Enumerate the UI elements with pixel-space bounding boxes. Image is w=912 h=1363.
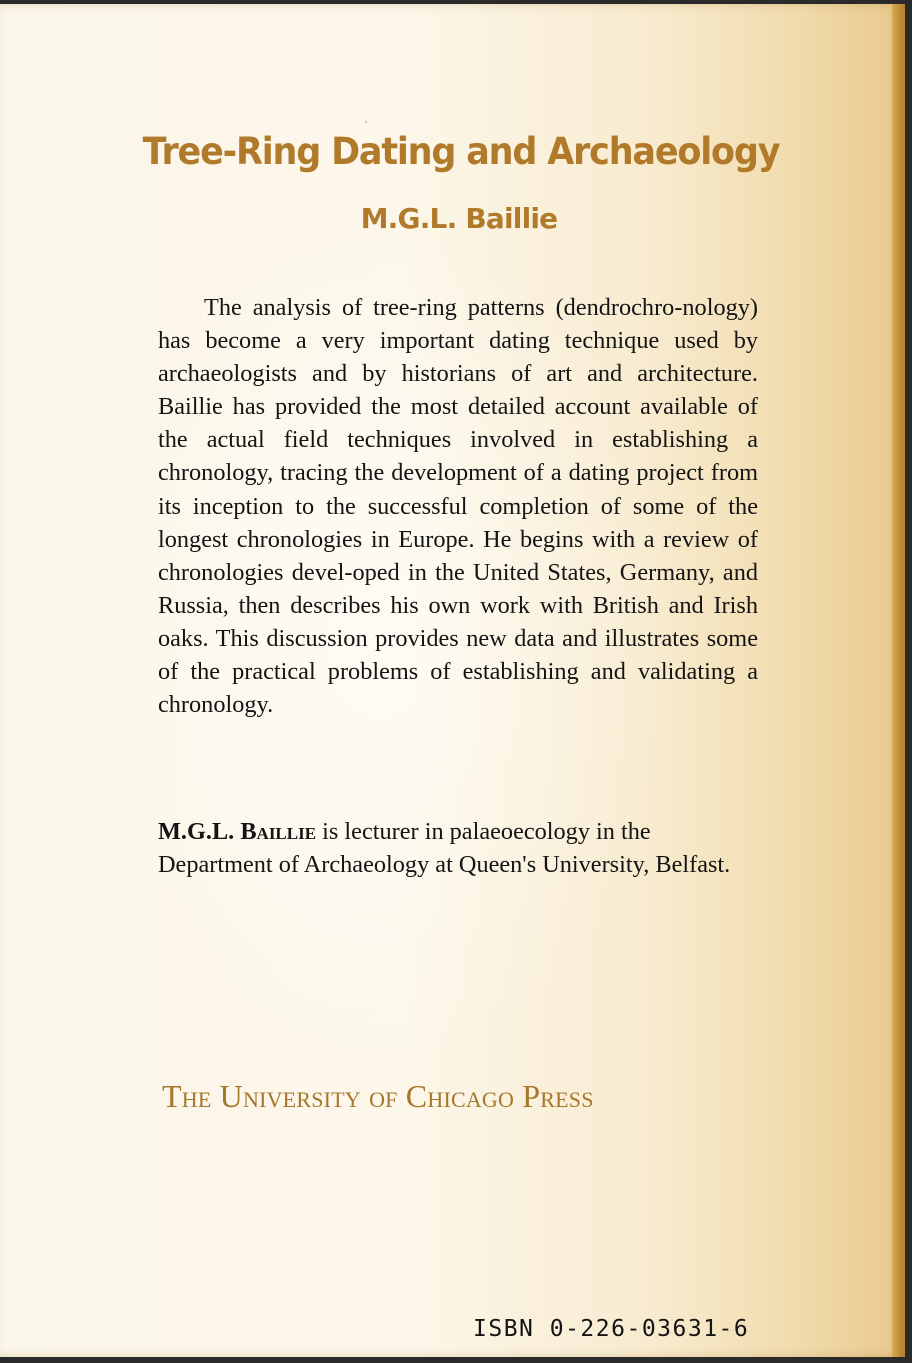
book-author: M.G.L. Baillie: [360, 202, 558, 235]
book-title: Tree-Ring Dating and Archaeology: [142, 130, 780, 174]
isbn-number: ISBN 0-226-03631-6: [473, 1316, 750, 1342]
author-bio-name: M.G.L. Baillie: [158, 818, 317, 845]
publisher-name: The University of Chicago Press: [162, 1078, 594, 1114]
author-bio-text: is lecturer in palaeoecology in the Department of Archaeology at Queen's University, Belfast.: [158, 818, 731, 879]
book-back-cover: [0, 4, 905, 1357]
paper-speck: [365, 121, 367, 123]
book-description: The analysis of tree-ring patterns (dendrochro-nology) has become a very important dating technique used by archaeologists and by historians of art and architecture. Baillie has provided the most detailed account available of the actual field techniques involved in establishing a chronology, tracing the development of a dating project from its inception to the successful completion of some of the longest chronologies in Europe. He begins with a review of chronologies devel-oped in the United States, Germany, and Russia, then describes his own work with British and Irish oaks. This discussion provides new data and illustrates some of the practical problems of establishing and validating a chronology.: [158, 294, 758, 719]
author-bio: [158, 815, 758, 881]
